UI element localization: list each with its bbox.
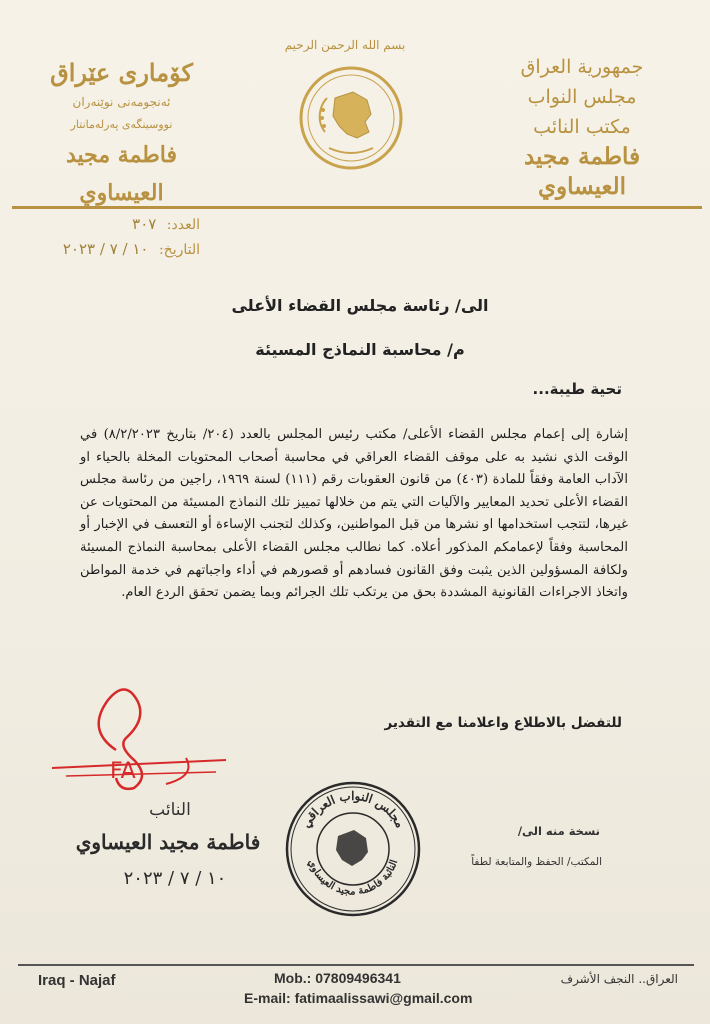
signatory-title: النائب bbox=[149, 800, 191, 820]
copy-to-label: نسخة منه الى/ bbox=[517, 824, 600, 838]
footer-location-ar: العراق.. النجف الأشرف bbox=[560, 972, 678, 986]
letter-greeting: تحية طيبة... bbox=[532, 380, 622, 398]
footer-email: E-mail: fatimaalissawi@gmail.com bbox=[244, 990, 473, 1006]
signatory-name: فاطمة مجيد العيساوي bbox=[75, 830, 261, 854]
stamp-outer-text: مجلس النواب العراقي bbox=[298, 788, 408, 831]
header-left-council: ئەنجومەنی نوێنەران bbox=[72, 95, 171, 109]
header-right bbox=[482, 52, 682, 202]
footer-location-en: Iraq - Najaf bbox=[38, 972, 116, 989]
copy-to-item: المكتب/ الحفظ والمتابعة لطفاً bbox=[471, 856, 602, 868]
parliament-emblem-icon bbox=[295, 62, 407, 174]
letter-date-value: ١٠ / ٧ / ٢٠٢٣ bbox=[62, 240, 149, 258]
letter-subject: م/ محاسبة النماذج المسيئة bbox=[255, 340, 465, 359]
letter-body: إشارة إلى إعمام مجلس القضاء الأعلى/ مكتب رئيس المجلس بالعدد (٢٠٤/ بتاريخ ٨/٢/٢٠٢٣) في الوقت الذي نشيد به على موقف القضاء العراقي في محاسبة أصحاب المحتويات المخلة بالحياء او الآداب العامة وفقاً للمادة (٤٠٣) من قانون العقوبات رقم (١١١) لسنة ١٩٦٩، راجين من رئاسة مجلس القضاء الأعلى تحديد المعايير والآليات التي يتم من خلالها تمييز تلك النماذج المسيئة من المحتويات عن غيرها، لتتجب استخدامها او نشرها من قبل المواطنين، وكذلك لتجنب الإساءة أو التعسف في الإخبار أو المحاسبة وفقاً لإعمامكم المذكور أعلاه. كما نطالب مجلس القضاء الأعلى بمحاسبة النماذج المسيئة ولكافة المسؤولين الذين يثبت وفق القانون فسادهم أو قصورهم في أداء واجباتهم في خدمة المواطن واتخاذ الاجراءات القانونية المشددة بحق من يرتكب تلك الجرائم وبما يضمن تحقق الردع العام. bbox=[80, 427, 629, 601]
letter-addressee: الى/ رئاسة مجلس القضاء الأعلى bbox=[231, 296, 489, 315]
letter-number bbox=[30, 212, 200, 237]
handwritten-signature bbox=[46, 680, 236, 800]
signature-initials: FA bbox=[110, 759, 136, 784]
signature-date: ١٠ / ٧ / ٢٠٢٣ bbox=[123, 868, 227, 889]
stamp-inner-text: النائبة فاطمة مجيد العيساوي bbox=[305, 858, 401, 898]
letter-date-label: التاريخ: bbox=[158, 242, 200, 258]
letter-date bbox=[30, 237, 200, 262]
header-divider bbox=[12, 206, 702, 209]
letter-number-value: ٣٠٧ bbox=[132, 215, 157, 233]
header-left-office: نووسینگەی پەرلەمانتار bbox=[70, 118, 173, 131]
header-left-country: كۆماری عێراق bbox=[50, 58, 193, 87]
footer-mobile: Mob.: 07809496341 bbox=[274, 970, 401, 986]
letter-meta bbox=[30, 212, 200, 262]
header-right-name: فاطمة مجيد العيساوي bbox=[523, 143, 641, 200]
official-stamp bbox=[282, 778, 424, 920]
letter-number-label: العدد: bbox=[166, 217, 200, 233]
header-left bbox=[24, 56, 219, 212]
footer-divider bbox=[18, 964, 694, 966]
header-right-country: جمهورية العراق bbox=[520, 56, 644, 78]
basmala: بسم الله الرحمن الرحيم bbox=[284, 38, 406, 52]
letter-closing: للتفضل بالاطلاع واعلامنا مع التقدير bbox=[384, 715, 622, 731]
header-right-office: مكتب النائب bbox=[533, 116, 631, 138]
header-right-council: مجلس النواب bbox=[527, 86, 637, 108]
header-left-name: فاطمة مجيد العيساوي bbox=[65, 142, 178, 206]
